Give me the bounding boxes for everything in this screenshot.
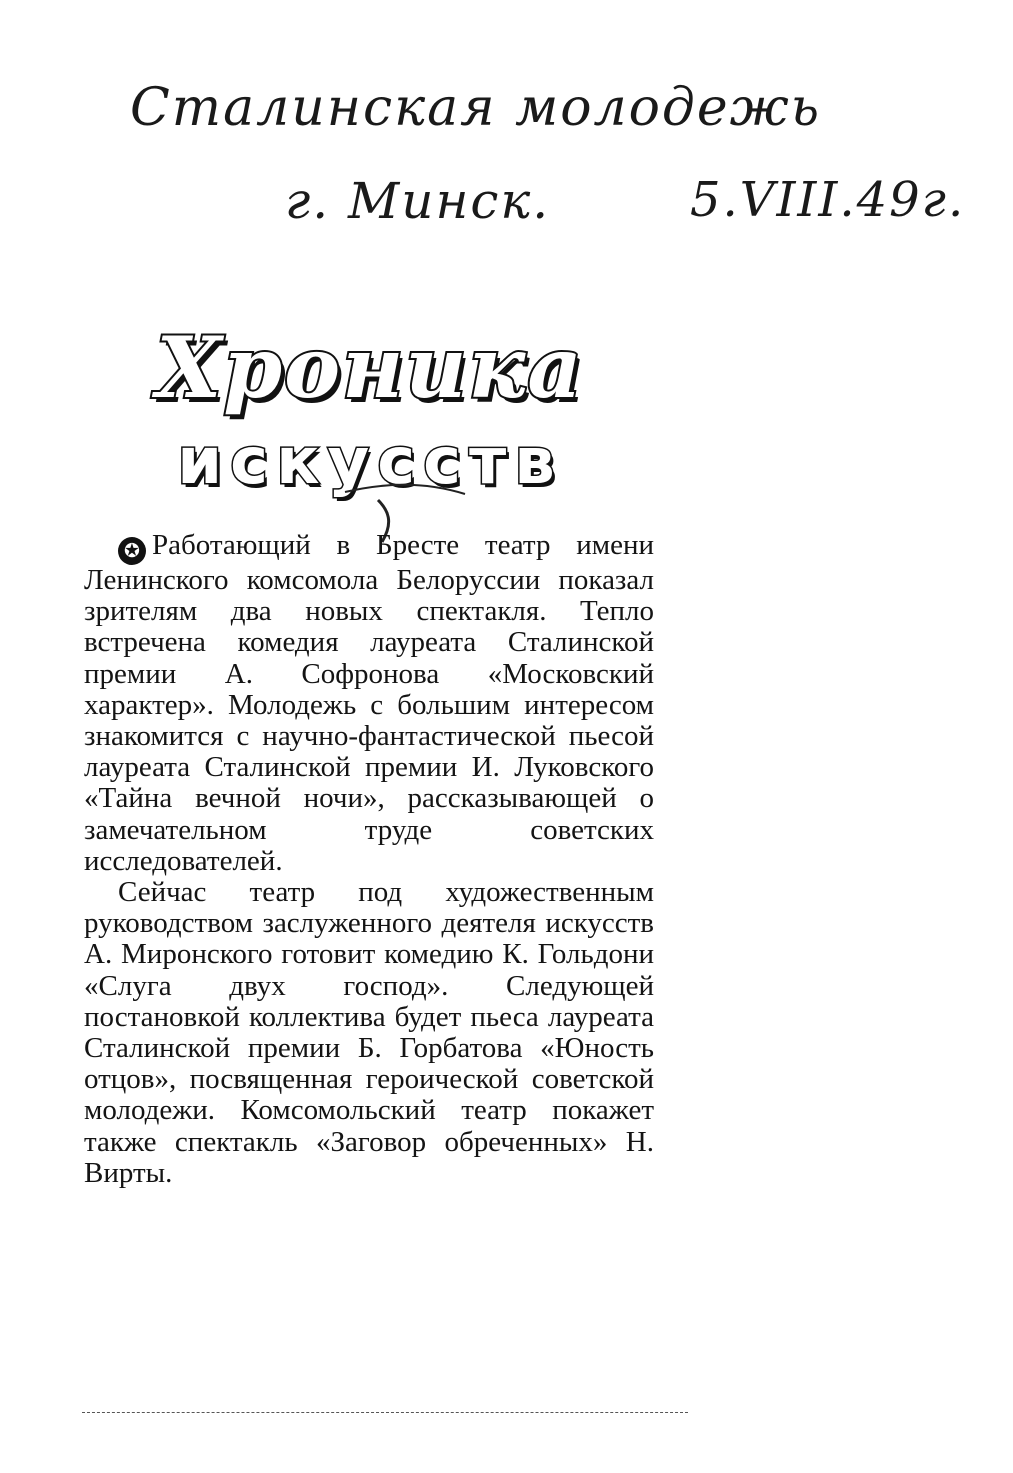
article-paragraph — [84, 877, 654, 1189]
section-title-line1: Хроника — [156, 318, 584, 417]
clipping-bottom-edge — [82, 1412, 688, 1413]
star-bullet-icon: ✪ — [118, 537, 146, 565]
paragraph-text: Работающий в Бресте театр имени Ленинского комсомола Белоруссии показал зрителям два новых спектакля. Тепло встречена комедия лауреата Сталинской премии А. Софронова «Московский характер». Молодежь с большим интересом знакомится с научно-фантастической пьесой лауреата Сталинской премии И. Луковского «Тайна вечной ночи», рассказывающей о замечательном труде советских исследователей. — [84, 529, 654, 877]
section-title-line2: искусств — [177, 425, 563, 499]
handwritten-date: 5.VIII.49г. — [690, 172, 966, 228]
handwritten-newspaper-name: Сталинская молодежь — [130, 78, 822, 138]
article-body — [84, 530, 654, 1189]
handwritten-city: г. Минск. — [285, 172, 551, 230]
article-paragraph — [84, 530, 654, 877]
paragraph-text: Сейчас театр под художественным руководством заслуженного деятеля искусств А. Миронского готовит комедию К. Гольдони «Слуга двух господ». Следующей постановкой коллектива будет пьеса лауреата Сталинской премии Б. Горбатова «Юность отцов», посвященная героической советской молодежи. Комсомольский театр покажет также спектакль «Заговор обреченных» Н. Вирты. — [84, 876, 654, 1189]
